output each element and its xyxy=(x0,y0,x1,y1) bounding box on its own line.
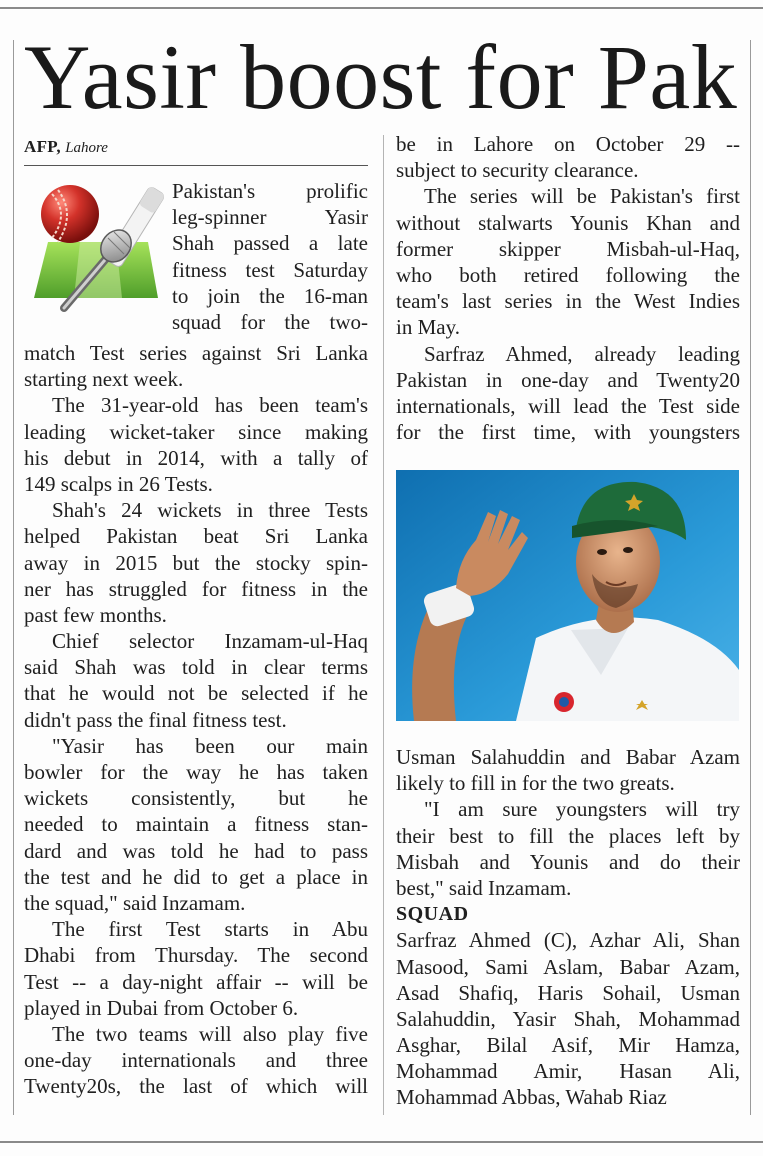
text-line: Test -- a day-night affair -- will be xyxy=(24,969,368,994)
text-line: without stalwarts Younis Khan and xyxy=(396,210,740,235)
byline-place: Lahore xyxy=(65,140,108,156)
text-line: The first Test starts in Abu xyxy=(52,917,368,942)
column-1-body xyxy=(24,340,368,1099)
text-line: "I am sure youngsters will try xyxy=(424,797,740,822)
text-line: dard and was told he had to pass xyxy=(24,838,368,863)
text-line: wickets consistently, but he xyxy=(24,786,368,811)
byline-agency: AFP, xyxy=(24,137,61,156)
text-line: squad for the two- xyxy=(172,309,368,334)
text-line: Misbah and Younis and do their xyxy=(396,849,740,874)
text-line: subject to security clearance. xyxy=(396,158,639,183)
text-line: fitness test Saturday xyxy=(172,257,368,282)
text-line: team's last series in the West Indies xyxy=(396,289,740,314)
text-line: Sarfraz Ahmed, already leading xyxy=(424,341,740,366)
text-line: played in Dubai from October 6. xyxy=(24,995,299,1020)
text-line: 149 scalps in 26 Tests. xyxy=(24,471,213,496)
squad-line: Asghar, Bilal Asif, Mir Hamza, xyxy=(396,1033,740,1058)
text-line: best," said Inzamam. xyxy=(396,875,572,900)
text-line: leading wicket-taker since making xyxy=(24,419,368,444)
text-line: the test and he did to get a place in xyxy=(24,864,368,889)
cricket-ball-bat-microphone-icon xyxy=(30,180,166,315)
column-2-bottom xyxy=(396,744,740,1111)
text-line: The two teams will also play five xyxy=(52,1021,368,1046)
squad-line: Mohammad Abbas, Wahab Riaz xyxy=(396,1085,667,1110)
text-line: internationals, will lead the Test side xyxy=(396,393,740,418)
text-line: Pakistan's prolific xyxy=(172,179,368,203)
text-line: needed to maintain a fitness stan- xyxy=(24,812,368,837)
text-line: ner has struggled for fitness in the xyxy=(24,576,368,601)
text-line: the squad," said Inzamam. xyxy=(24,890,246,915)
squad-line: Mohammad Amir, Hasan Ali, xyxy=(396,1059,740,1084)
text-line: be in Lahore on October 29 -- xyxy=(396,132,740,156)
squad-heading: SQUAD xyxy=(396,903,469,926)
text-line: away in 2015 but the stocky spin- xyxy=(24,550,368,575)
text-line: Usman Salahuddin and Babar Azam xyxy=(396,745,740,769)
text-line: bowler for the way he has taken xyxy=(24,760,368,784)
text-line: didn't pass the final fitness test. xyxy=(24,707,287,732)
text-line: starting next week. xyxy=(24,367,184,392)
text-line: "Yasir has been our main xyxy=(52,733,368,758)
text-line: Shah's 24 wickets in three Tests xyxy=(52,498,368,523)
column-divider xyxy=(383,135,384,1115)
text-line: to join the 16-man xyxy=(172,283,368,308)
text-line: The series will be Pakistan's first xyxy=(424,184,740,209)
text-line: said Shah was told in clear terms xyxy=(24,655,368,680)
text-line: Chief selector Inzamam-ul-Haq xyxy=(52,629,368,654)
column-2-top xyxy=(396,131,740,445)
lead-paragraph-wrap xyxy=(172,178,368,335)
text-line: one-day internationals and three xyxy=(24,1048,368,1073)
squad-line: Masood, Sami Aslam, Babar Azam, xyxy=(396,954,740,979)
text-line: Shah passed a late xyxy=(172,231,368,256)
text-line: in May. xyxy=(396,315,460,340)
byline-rule xyxy=(24,165,368,166)
text-line: that he would not be selected if he xyxy=(24,681,368,706)
text-line: their best to fill the places left by xyxy=(396,823,740,848)
text-line: former skipper Misbah-ul-Haq, xyxy=(396,236,740,261)
bottom-rule xyxy=(0,1141,763,1143)
top-rule xyxy=(0,7,763,9)
text-line: helped Pakistan beat Sri Lanka xyxy=(24,524,368,549)
text-line: his debut in 2014, with a tally of xyxy=(24,445,368,470)
byline xyxy=(24,136,108,159)
left-border-line xyxy=(13,40,14,1115)
text-line: past few months. xyxy=(24,602,167,627)
text-line: Twenty20s, the last of which will xyxy=(24,1074,368,1099)
text-line: for the first time, with youngsters xyxy=(396,420,740,445)
text-line: match Test series against Sri Lanka xyxy=(24,341,368,365)
text-line: Dhabi from Thursday. The second xyxy=(24,943,368,968)
text-line: who both retired following the xyxy=(396,262,740,287)
text-line: likely to fill in for the two greats. xyxy=(396,771,675,796)
squad-line: Salahuddin, Yasir Shah, Mohammad xyxy=(396,1006,740,1031)
text-line: Pakistan in one-day and Twenty20 xyxy=(396,367,740,392)
right-border-line xyxy=(750,40,751,1115)
headline: Yasir boost for Pak xyxy=(24,26,738,128)
squad-line: Asad Shafiq, Haris Sohail, Usman xyxy=(396,980,740,1005)
text-line: leg-spinner Yasir xyxy=(172,205,368,230)
text-line: The 31-year-old has been team's xyxy=(52,393,368,418)
squad-line: Sarfraz Ahmed (C), Azhar Ali, Shan xyxy=(396,928,740,953)
cricketer-photo xyxy=(396,470,739,721)
